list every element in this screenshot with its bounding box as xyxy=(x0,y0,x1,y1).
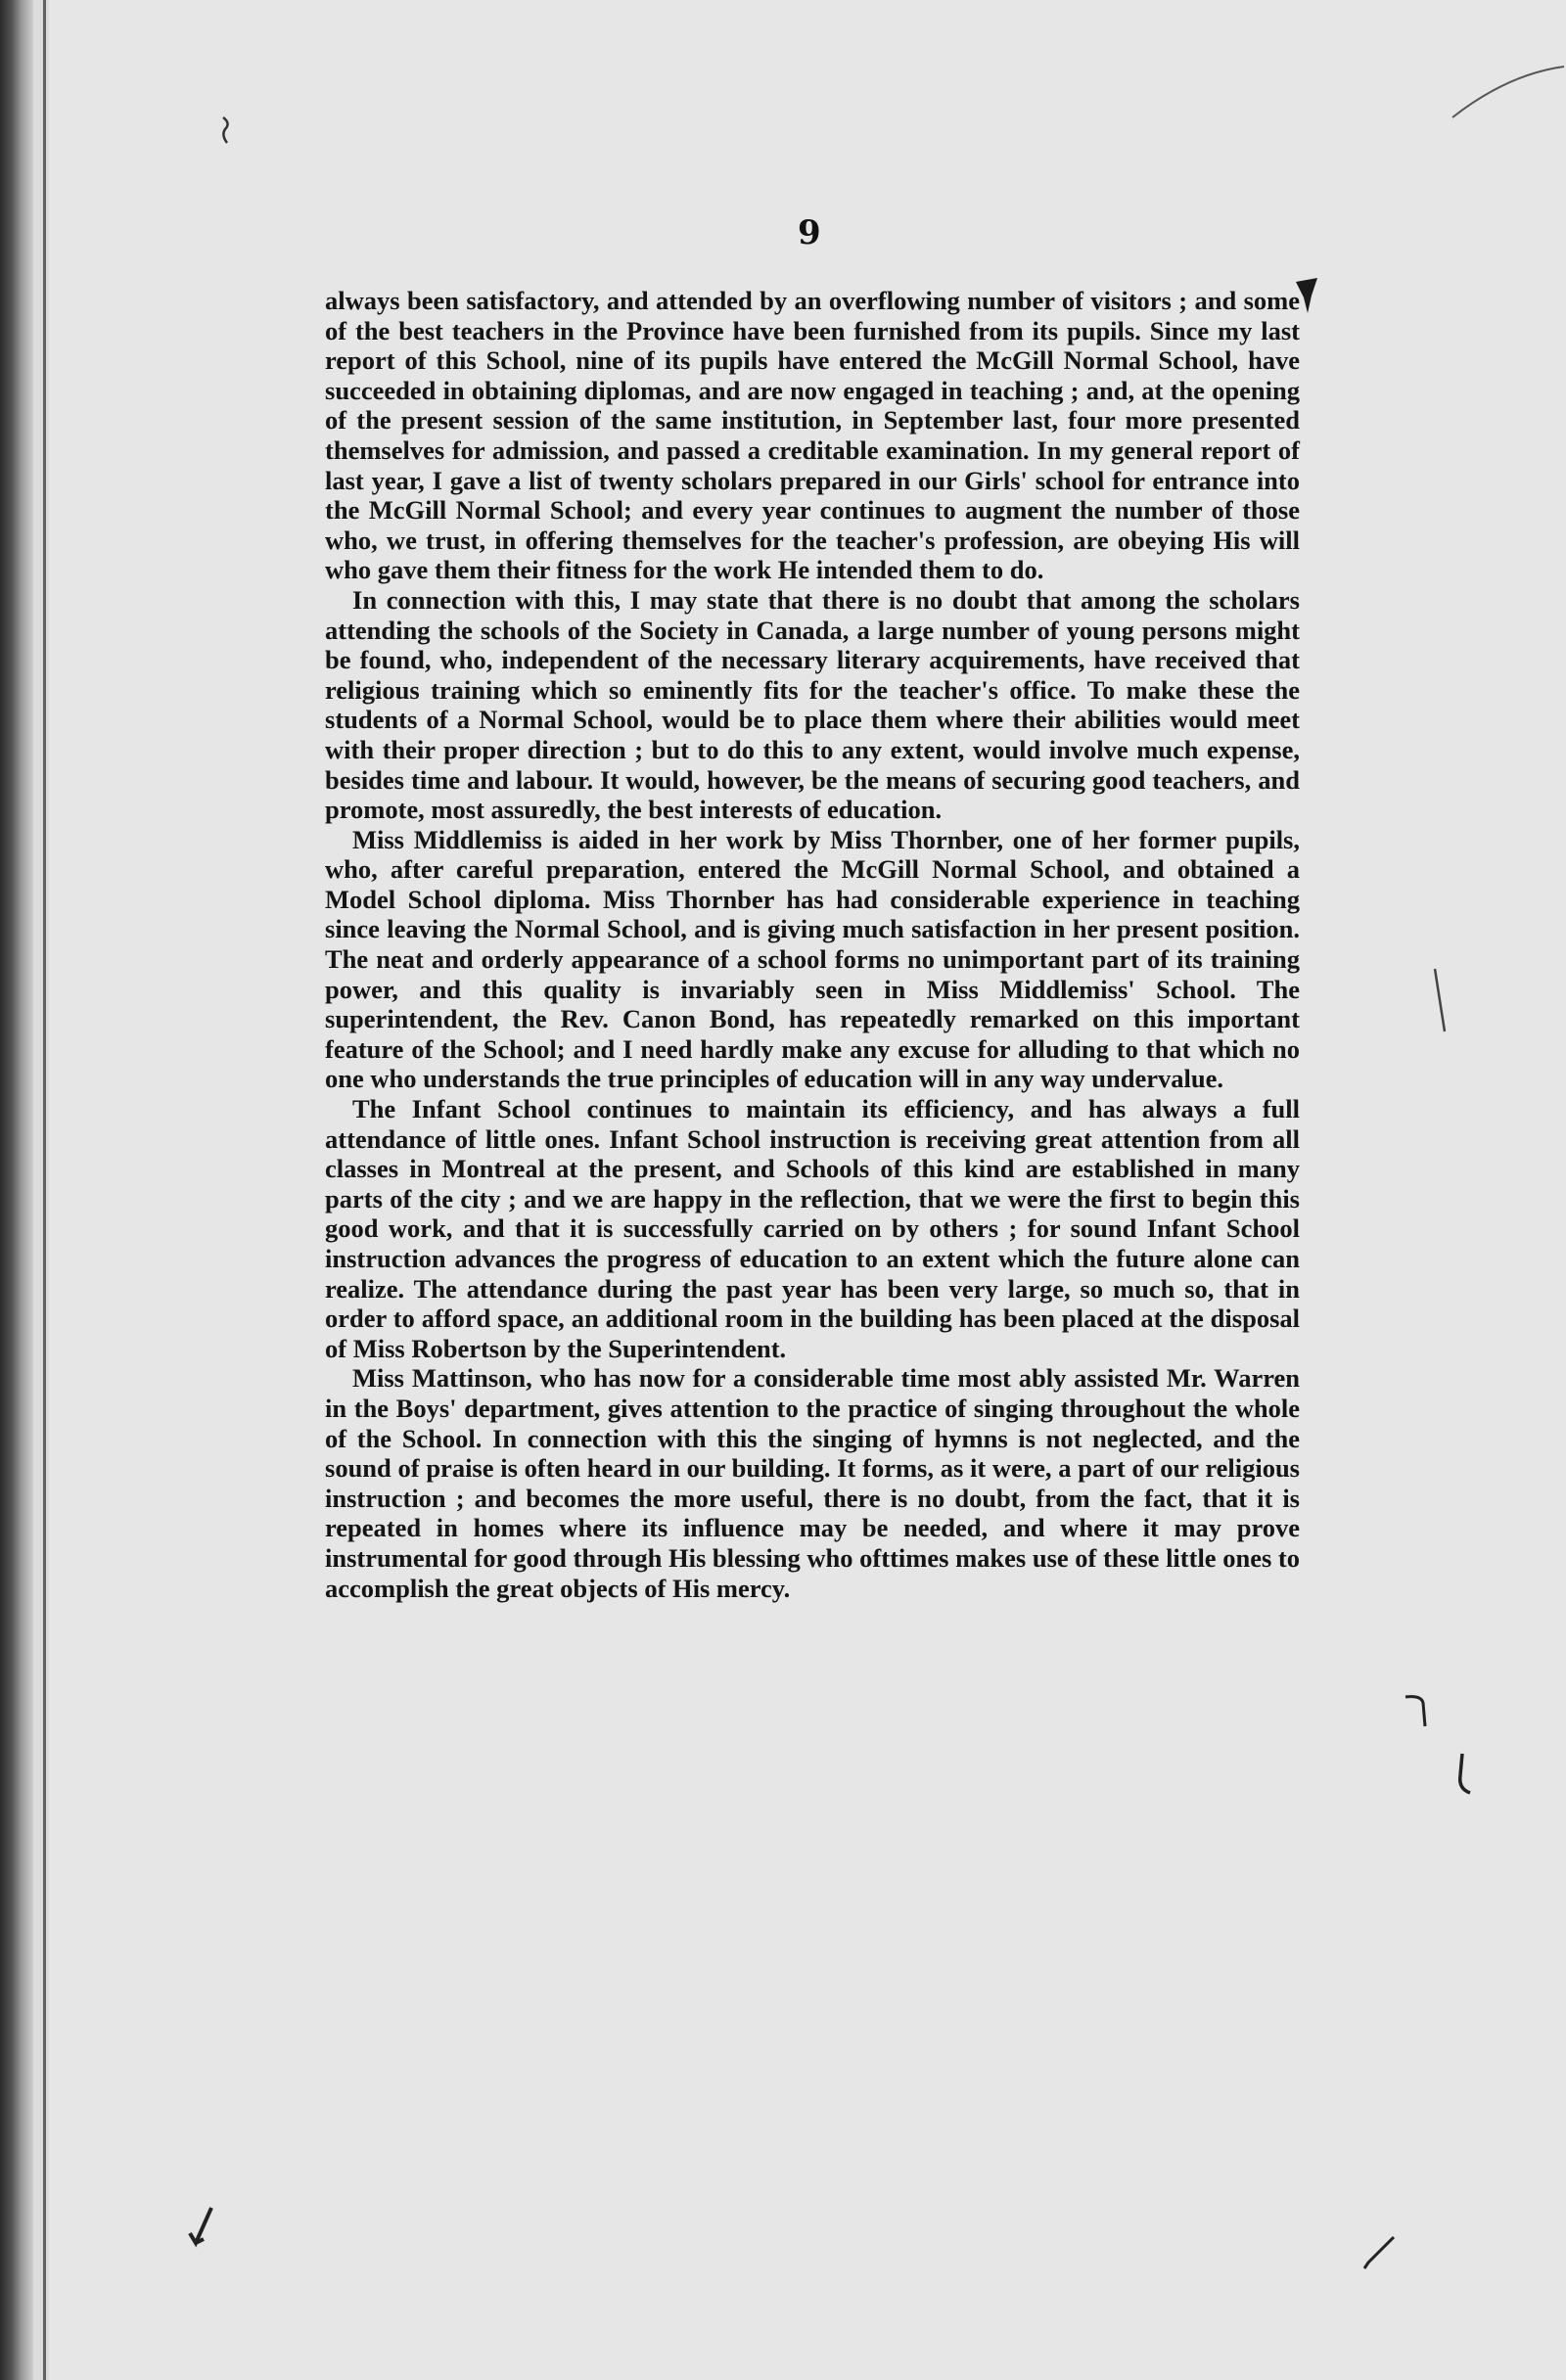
scan-mark-bottom-right xyxy=(1360,2233,1400,2272)
paragraph-3: Miss Middlemiss is aided in her work by Miss Thornber, one of her former pupils, who, after careful preparation, entered the McGill Normal School, and obtained a Model School diploma. Miss Thornber has had considerable experience in teaching since leaving the Normal School, and is giving much satisfaction in her present position. The neat and orderly appearance of a school forms no unimportant part of its training power, and this quality is invariably seen in Miss Middlemiss' School. The superintendent, the Rev. Canon Bond, has repeatedly remarked on this important feature of the School; and I need hardly make any excuse for alluding to that which no one who understands the true principles of education will in any way undervalue. xyxy=(325,824,1300,1094)
paragraph-5: Miss Mattinson, who has now for a considerable time most ably assisted Mr. Warren in the Boys' department, gives attention to the practice of singing throughout the whole of the School. In connection with this the singing of hymns is not neglected, and the sound of praise is often heard in our building. It forms, as it were, a part of our religious instruction ; and becomes the more useful, there is no doubt, from the fact, that it is repeated in homes where its influence may be needed, and where it may prove instrumental for good through His blessing who ofttimes makes use of these little ones to accomplish the great objects of His mercy. xyxy=(325,1363,1300,1603)
paragraph-1: always been satisfactory, and attended by an overflowing number of visitors ; and some of the best teachers in the Province have been furnished from its pupils. Since my last report of this School, nine of its pupils have entered the McGill Normal School, have succeeded in obtaining diplomas, and are now engaged in teaching ; and, at the opening of the present session of the same institution, in September last, four more presented themselves for admission, and passed a creditable examination. In my general report of last year, I gave a list of twenty scholars prepared in our Girls' school for entrance into the McGill Normal School; and every year continues to augment the number of those who, we trust, in offering themselves for the teacher's profession, are obeying His will who gave them their fitness for the work He intended them to do. xyxy=(325,286,1300,585)
paragraph-2: In connection with this, I may state that there is no doubt that among the scholars attending the schools of the Society in Canada, a large number of young persons might be found, who, independent of the necessary literary acquirements, have received that religious training which so eminently fits for the teacher's office. To make these the students of a Normal School, would be to place them where their abilities would meet with their proper direction ; but to do this to any extent, would involve much expense, besides time and labour. It would, however, be the means of securing good teachers, and promote, most assuredly, the best interests of education. xyxy=(325,584,1300,825)
binding-edge-shadow xyxy=(0,0,33,2380)
page-number: 9 xyxy=(798,213,821,252)
body-text xyxy=(325,286,1300,1603)
scan-mark-bottom-left xyxy=(182,2204,221,2253)
scan-curve-top-right xyxy=(1449,63,1566,121)
scan-speck-top-left xyxy=(217,115,237,145)
scan-line-right xyxy=(1431,967,1451,1035)
scan-mark-right-margin-2 xyxy=(1451,1750,1480,1799)
document-page xyxy=(49,0,1566,2380)
scan-blot-right xyxy=(1292,276,1321,315)
scan-mark-right-margin xyxy=(1402,1691,1431,1730)
paragraph-4: The Infant School continues to maintain its efficiency, and has always a full attendance of little ones. Infant School instruction is receiving great attention from all classes in Montreal at the present, and Schools of this kind are established in many parts of the city ; and we are happy in the reflection, that we were the first to begin this good work, and that it is successfully carried on by others ; for sound Infant School instruction advances the progress of education to an extent which the future alone can realize. The attendance during the past year has been very large, so much so, that in order to afford space, an additional room in the building has been placed at the disposal of Miss Robertson by the Superintendent. xyxy=(325,1094,1300,1363)
binding-rule-line xyxy=(43,0,46,2380)
